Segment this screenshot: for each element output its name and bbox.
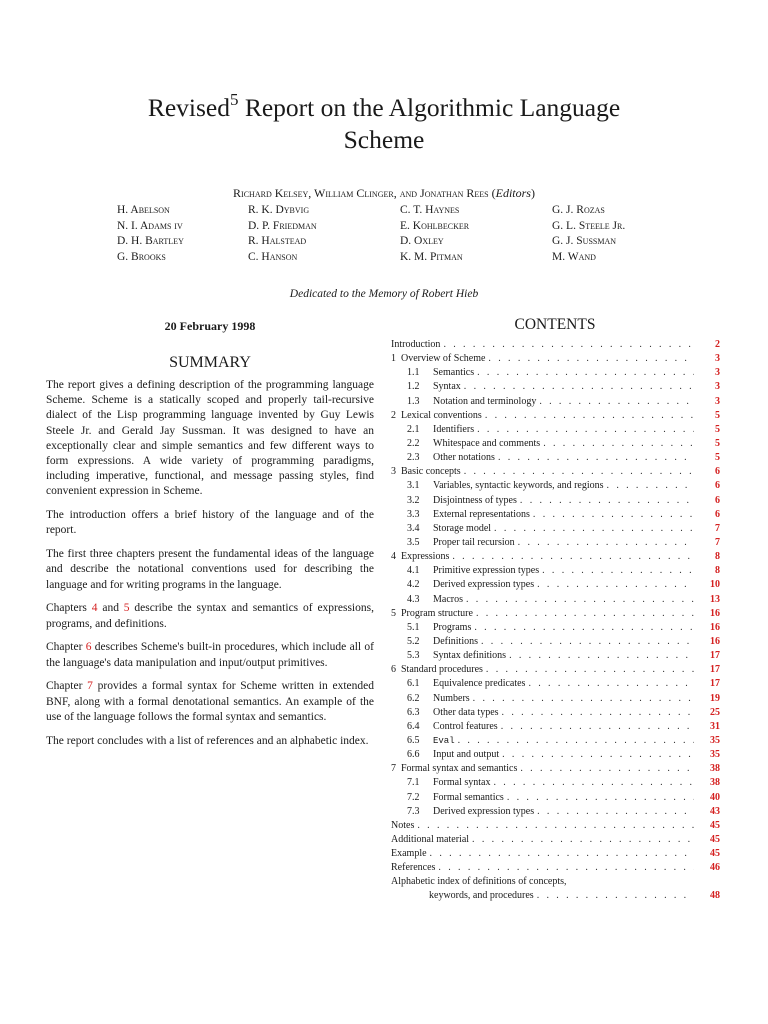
toc-entry-label: Formal syntax bbox=[433, 777, 491, 789]
toc-entry-label: Equivalence predicates bbox=[433, 678, 526, 690]
toc-dot-leader bbox=[518, 536, 694, 550]
toc-entry-number: 4.1 bbox=[407, 565, 420, 577]
toc-entry[interactable] bbox=[391, 437, 720, 451]
chapter-link-5[interactable]: 5 bbox=[123, 602, 130, 615]
toc-entry[interactable] bbox=[391, 465, 720, 479]
summary-heading: SUMMARY bbox=[169, 354, 251, 371]
toc-entry-page[interactable]: 3 bbox=[715, 353, 720, 365]
title-superscript: 5 bbox=[229, 90, 239, 109]
toc-dot-leader bbox=[481, 635, 694, 649]
author: C. Hanson bbox=[248, 250, 298, 263]
toc-entry-label: Macros bbox=[433, 593, 463, 605]
toc-dot-leader bbox=[507, 791, 694, 805]
toc-entry-label: Introduction bbox=[391, 339, 441, 350]
toc-entry-number: 5.3 bbox=[407, 650, 420, 662]
toc-entry-page[interactable]: 45 bbox=[710, 848, 720, 860]
toc-entry-number: 3 bbox=[391, 466, 396, 478]
author: D. P. Friedman bbox=[248, 219, 317, 232]
toc-entry-label: Programs bbox=[433, 621, 472, 633]
toc-entry-label: Primitive expression types bbox=[433, 565, 540, 577]
author: K. M. Pitman bbox=[400, 250, 463, 263]
toc-entry-number: 5.2 bbox=[407, 635, 420, 647]
toc-entry-page[interactable]: 17 bbox=[710, 650, 720, 662]
toc-entry[interactable] bbox=[391, 706, 720, 720]
toc-entry-label: keywords, and procedures bbox=[429, 890, 534, 902]
toc-entry-number: 5.1 bbox=[407, 621, 420, 633]
toc-dot-leader bbox=[498, 451, 694, 465]
toc-dot-leader bbox=[607, 479, 694, 493]
title-prefix: Revised bbox=[147, 93, 230, 122]
toc-dot-leader bbox=[488, 352, 694, 366]
toc-entry-label: Example bbox=[391, 848, 427, 860]
toc-entry[interactable] bbox=[391, 522, 720, 536]
toc-entry-number: 4.3 bbox=[407, 593, 420, 605]
toc-entry[interactable] bbox=[391, 720, 720, 734]
toc-entry-label: Additional material bbox=[391, 833, 470, 845]
toc-entry-number: 1.1 bbox=[407, 367, 420, 379]
author: H. Abelson bbox=[117, 204, 170, 216]
toc-entry[interactable] bbox=[391, 663, 720, 677]
toc-dot-leader bbox=[430, 847, 694, 861]
toc-entry-page[interactable]: 6 bbox=[715, 508, 720, 520]
toc-dot-leader bbox=[473, 692, 694, 706]
toc-entry-page[interactable]: 38 bbox=[710, 763, 720, 775]
toc-entry-page[interactable]: 46 bbox=[710, 862, 720, 874]
toc-entry-number: 7.1 bbox=[407, 777, 420, 789]
toc-entry-page[interactable]: 8 bbox=[715, 565, 720, 577]
toc-entry[interactable] bbox=[391, 748, 720, 762]
author: R. K. Dybvig bbox=[248, 204, 310, 216]
toc-entry-page[interactable]: 10 bbox=[710, 579, 720, 591]
toc-dot-leader bbox=[502, 748, 694, 762]
text-run: Chapter bbox=[46, 641, 86, 654]
toc-entry-label: Standard procedures bbox=[401, 664, 483, 676]
author: C. T. Haynes bbox=[400, 204, 460, 216]
toc-entry[interactable] bbox=[391, 380, 720, 394]
toc-dot-leader bbox=[520, 762, 694, 776]
toc-entry[interactable] bbox=[391, 635, 720, 649]
toc-entry[interactable] bbox=[391, 494, 720, 508]
authors-column-4 bbox=[552, 203, 692, 265]
toc-entry[interactable] bbox=[391, 607, 720, 621]
toc-entry-number: 1.3 bbox=[407, 395, 420, 407]
editor-names: Richard Kelsey, William Clinger, and Jonathan Rees bbox=[233, 186, 489, 200]
toc-entry-page[interactable]: 16 bbox=[710, 621, 720, 633]
author: G. J. Sussman bbox=[552, 235, 617, 247]
toc-entry[interactable] bbox=[391, 366, 720, 380]
summary-paragraph bbox=[46, 640, 374, 670]
toc-entry-number: 7.2 bbox=[407, 791, 420, 803]
toc-entry-number: 3.3 bbox=[407, 508, 420, 520]
toc-entry-page[interactable]: 48 bbox=[710, 890, 720, 902]
toc-entry-number: 4.2 bbox=[407, 579, 420, 591]
toc-entry-label: Basic concepts bbox=[401, 466, 461, 478]
toc-entry[interactable] bbox=[391, 479, 720, 493]
toc-dot-leader bbox=[494, 522, 694, 536]
toc-entry-label: References bbox=[391, 862, 436, 874]
toc-entry-label: Storage model bbox=[433, 522, 492, 534]
toc-entry-number: 6.4 bbox=[407, 720, 420, 732]
toc-dot-leader bbox=[502, 706, 694, 720]
toc-entry-page[interactable]: 3 bbox=[715, 381, 720, 393]
author: M. Wand bbox=[552, 250, 596, 263]
toc-dot-leader bbox=[509, 649, 694, 663]
toc-entry-number: 6 bbox=[391, 664, 396, 676]
toc-entry-page[interactable]: 13 bbox=[710, 593, 720, 605]
toc-entry-label: Program structure bbox=[401, 607, 473, 619]
toc-entry-label: Eval bbox=[433, 735, 455, 746]
toc-entry-number: 6.1 bbox=[407, 678, 420, 690]
authors-column-3 bbox=[400, 203, 540, 265]
toc-entry[interactable] bbox=[391, 805, 720, 819]
summary-paragraph bbox=[46, 601, 374, 631]
toc-entry-number: 4 bbox=[391, 551, 396, 563]
toc-entry[interactable] bbox=[391, 776, 720, 790]
toc-entry[interactable] bbox=[391, 791, 720, 805]
toc-entry-page[interactable]: 16 bbox=[710, 635, 720, 647]
toc-entry-label: Input and output bbox=[433, 749, 500, 761]
toc-dot-leader bbox=[537, 889, 694, 903]
toc-dot-leader bbox=[486, 663, 694, 677]
toc-entry[interactable] bbox=[391, 847, 720, 861]
toc-entry-page[interactable]: 7 bbox=[715, 536, 720, 548]
toc-entry[interactable] bbox=[391, 621, 720, 635]
toc-dot-leader bbox=[537, 578, 694, 592]
author: G. L. Steele Jr. bbox=[552, 219, 626, 232]
toc-dot-leader bbox=[533, 508, 694, 522]
author: G. Brooks bbox=[117, 250, 166, 263]
authors-column-1 bbox=[117, 203, 257, 265]
title-line1-rest: Report on the Algorithmic Language bbox=[238, 93, 621, 122]
toc-entry-label: Other notations bbox=[433, 452, 495, 464]
toc-entry-page[interactable]: 35 bbox=[710, 734, 720, 746]
toc-entry[interactable] bbox=[391, 409, 720, 423]
toc-dot-leader bbox=[485, 409, 694, 423]
toc-entry[interactable] bbox=[391, 677, 720, 691]
toc-dot-leader bbox=[443, 338, 694, 352]
toc-entry-number: 3.4 bbox=[407, 522, 420, 534]
toc-entry-label: Syntax definitions bbox=[433, 650, 507, 662]
toc-entry-number: 2.1 bbox=[407, 423, 420, 435]
toc-entry-label: Alphabetic index of definitions of concepts, bbox=[391, 876, 567, 888]
toc-dot-leader bbox=[543, 437, 694, 451]
toc-entry-page[interactable]: 19 bbox=[710, 692, 720, 704]
toc-dot-leader bbox=[528, 677, 694, 691]
toc-entry-page[interactable]: 17 bbox=[710, 678, 720, 690]
summary-paragraph: The first three chapters present the fundamental ideas of the language and describe the notational conventions used for describing the language and for writing programs in the language. bbox=[46, 548, 374, 591]
author: G. J. Rozas bbox=[552, 204, 605, 216]
toc-entry-page[interactable]: 5 bbox=[715, 452, 720, 464]
toc-entry-label: Overview of Scheme bbox=[401, 353, 486, 365]
contents-heading: CONTENTS bbox=[514, 316, 596, 333]
toc-entry-page[interactable]: 17 bbox=[710, 664, 720, 676]
author: R. Halstead bbox=[248, 235, 307, 247]
toc-dot-leader bbox=[477, 423, 694, 437]
text-run: describe the syntax and semantics of expressions, programs, and definitions. bbox=[46, 602, 374, 630]
toc-entry-page[interactable]: 5 bbox=[715, 437, 720, 449]
dedication: Dedicated to the Memory of Robert Hieb bbox=[289, 288, 479, 300]
toc-entry-label: Syntax bbox=[433, 381, 461, 393]
toc-entry-label: Numbers bbox=[433, 692, 470, 704]
toc-entry-label: External representations bbox=[433, 508, 530, 520]
toc-dot-leader bbox=[542, 564, 694, 578]
toc-entry-label: Semantics bbox=[433, 367, 475, 379]
toc-entry[interactable] bbox=[391, 338, 720, 352]
toc-entry-number: 6.3 bbox=[407, 706, 420, 718]
toc-entry[interactable] bbox=[391, 564, 720, 578]
toc-entry-page[interactable]: 6 bbox=[715, 494, 720, 506]
toc-dot-leader bbox=[458, 734, 694, 748]
toc-entry-number: 7 bbox=[391, 763, 396, 775]
toc-entry-label: Control features bbox=[433, 720, 498, 732]
author: E. Kohlbecker bbox=[400, 219, 470, 232]
chapter-link-4[interactable]: 4 bbox=[91, 602, 98, 615]
toc-dot-leader bbox=[476, 607, 694, 621]
toc-dot-leader bbox=[494, 776, 695, 790]
toc-entry-page[interactable]: 8 bbox=[715, 551, 720, 563]
toc-entry-page[interactable]: 5 bbox=[715, 409, 720, 421]
document-title bbox=[0, 92, 768, 156]
toc-entry-page[interactable]: 45 bbox=[710, 833, 720, 845]
toc-entry-label: Notation and terminology bbox=[433, 395, 537, 407]
toc-entry-number: 3.5 bbox=[407, 536, 420, 548]
editors-line: Richard Kelsey, William Clinger, and Jonathan Rees (Editors) bbox=[233, 186, 535, 200]
toc-entry-page[interactable]: 25 bbox=[710, 706, 720, 718]
toc-entry-label: Definitions bbox=[433, 635, 478, 647]
toc-entry[interactable] bbox=[391, 423, 720, 437]
toc-entry[interactable] bbox=[391, 508, 720, 522]
toc-dot-leader bbox=[520, 494, 694, 508]
toc-entry-number: 3.2 bbox=[407, 494, 420, 506]
chapter-link-6[interactable]: 6 bbox=[85, 641, 92, 654]
toc-entry-page[interactable]: 6 bbox=[715, 480, 720, 492]
toc-entry[interactable] bbox=[391, 762, 720, 776]
toc-entry[interactable] bbox=[391, 692, 720, 706]
toc-entry[interactable] bbox=[391, 649, 720, 663]
table-of-contents bbox=[391, 338, 720, 904]
toc-entry-label: Formal syntax and semantics bbox=[401, 763, 518, 775]
toc-entry[interactable] bbox=[391, 819, 720, 833]
summary-paragraph: The report gives a defining description of the programming language Scheme. Scheme is a statically scoped and properly tail-recursive dialect of the Lisp programming language invented by Guy Lewis Steele Jr. and Gerald Jay Sussman. It was designed to have an exceptionally clear and simple semantics and few different ways to form expressions. A wide variety of programming paradigms, including imperative, functional, and message passing styles, find convenient expression in Scheme. bbox=[46, 379, 374, 498]
toc-entry[interactable] bbox=[391, 451, 720, 465]
toc-entry-page[interactable]: 43 bbox=[710, 805, 720, 817]
toc-dot-leader bbox=[438, 861, 694, 875]
toc-entry-label: Variables, syntactic keywords, and regions bbox=[433, 480, 604, 492]
toc-entry-number: 2 bbox=[391, 409, 396, 421]
toc-entry-label: Proper tail recursion bbox=[433, 536, 515, 548]
authors-column-2 bbox=[248, 203, 388, 265]
toc-entry-page[interactable]: 6 bbox=[715, 466, 720, 478]
toc-entry[interactable] bbox=[391, 395, 720, 409]
toc-entry[interactable] bbox=[391, 578, 720, 592]
toc-entry-label: Whitespace and comments bbox=[433, 437, 541, 449]
toc-entry-page[interactable]: 16 bbox=[710, 607, 720, 619]
text-run: provides a formal syntax for Scheme written in extended BNF, along with a formal denotational semantics. An example of the use of the language follows the formal syntax and semantics. bbox=[46, 680, 374, 723]
toc-entry-number: 5 bbox=[391, 607, 396, 619]
toc-entry-number: 2.2 bbox=[407, 437, 420, 449]
toc-dot-leader bbox=[464, 465, 694, 479]
toc-entry-label: Notes bbox=[391, 819, 415, 831]
toc-entry-number: 1.2 bbox=[407, 381, 420, 393]
publication-date: 20 February 1998 bbox=[164, 319, 256, 333]
toc-entry-page[interactable]: 7 bbox=[715, 522, 720, 534]
toc-entry-label: Derived expression types bbox=[433, 579, 535, 591]
toc-entry-page[interactable]: 5 bbox=[715, 423, 720, 435]
toc-entry-page[interactable]: 3 bbox=[715, 395, 720, 407]
toc-dot-leader bbox=[474, 621, 694, 635]
toc-entry[interactable] bbox=[391, 875, 720, 889]
toc-dot-leader bbox=[539, 395, 694, 409]
toc-dot-leader bbox=[472, 833, 694, 847]
toc-entry-number: 1 bbox=[391, 353, 396, 365]
toc-entry[interactable] bbox=[391, 889, 720, 903]
toc-entry[interactable] bbox=[391, 536, 720, 550]
author: D. Oxley bbox=[400, 235, 444, 247]
toc-entry-page[interactable]: 3 bbox=[715, 367, 720, 379]
summary-paragraph: The introduction offers a brief history of the language and of the report. bbox=[46, 509, 374, 537]
toc-dot-leader bbox=[464, 380, 694, 394]
toc-entry[interactable] bbox=[391, 861, 720, 875]
summary-paragraph: The report concludes with a list of references and an alphabetic index. bbox=[46, 734, 369, 747]
toc-dot-leader bbox=[501, 720, 694, 734]
toc-entry[interactable] bbox=[391, 550, 720, 564]
toc-entry-label: Other data types bbox=[433, 706, 499, 718]
author: D. H. Bartley bbox=[117, 235, 184, 247]
toc-dot-leader bbox=[466, 593, 694, 607]
toc-entry-label: Formal semantics bbox=[433, 791, 504, 803]
text-run: and bbox=[97, 602, 124, 615]
text-run: Chapters bbox=[46, 602, 92, 615]
toc-entry-number: 6.6 bbox=[407, 749, 420, 761]
text-run: describes Scheme's built-in procedures, which include all of the language's data manipulation and input/output primitives. bbox=[46, 641, 375, 669]
toc-entry-number: 2.3 bbox=[407, 452, 420, 464]
title-line2: Scheme bbox=[343, 125, 425, 154]
toc-entry-page[interactable]: 45 bbox=[710, 819, 720, 831]
toc-entry-page[interactable]: 31 bbox=[710, 720, 720, 732]
toc-entry[interactable] bbox=[391, 734, 720, 748]
toc-entry-label: Expressions bbox=[401, 551, 450, 563]
summary-body bbox=[46, 378, 374, 757]
summary-paragraph bbox=[46, 679, 374, 725]
editor-role: Editors bbox=[495, 186, 531, 200]
toc-entry-label: Disjointness of types bbox=[433, 494, 517, 506]
toc-dot-leader bbox=[417, 819, 694, 833]
toc-dot-leader bbox=[452, 550, 694, 564]
toc-entry-number: 6.2 bbox=[407, 692, 420, 704]
text-run: Chapter bbox=[46, 680, 88, 693]
toc-entry-label: Identifiers bbox=[433, 423, 475, 435]
chapter-link-7[interactable]: 7 bbox=[87, 680, 93, 693]
toc-entry-page[interactable]: 35 bbox=[710, 749, 720, 761]
toc-entry[interactable] bbox=[391, 593, 720, 607]
toc-entry-number: 6.5 bbox=[407, 734, 420, 746]
toc-entry-page[interactable]: 38 bbox=[710, 777, 720, 789]
toc-entry-label: Lexical conventions bbox=[401, 409, 482, 421]
toc-dot-leader bbox=[537, 805, 694, 819]
toc-entry-number: 7.3 bbox=[407, 805, 420, 817]
toc-entry-page[interactable]: 40 bbox=[710, 791, 720, 803]
author: N. I. Adams iv bbox=[117, 219, 183, 232]
toc-entry-label: Derived expression types bbox=[433, 805, 535, 817]
toc-entry-number: 3.1 bbox=[407, 480, 420, 492]
toc-entry[interactable] bbox=[391, 833, 720, 847]
toc-dot-leader bbox=[477, 366, 694, 380]
toc-entry-page[interactable]: 2 bbox=[715, 339, 720, 350]
toc-entry[interactable] bbox=[391, 352, 720, 366]
